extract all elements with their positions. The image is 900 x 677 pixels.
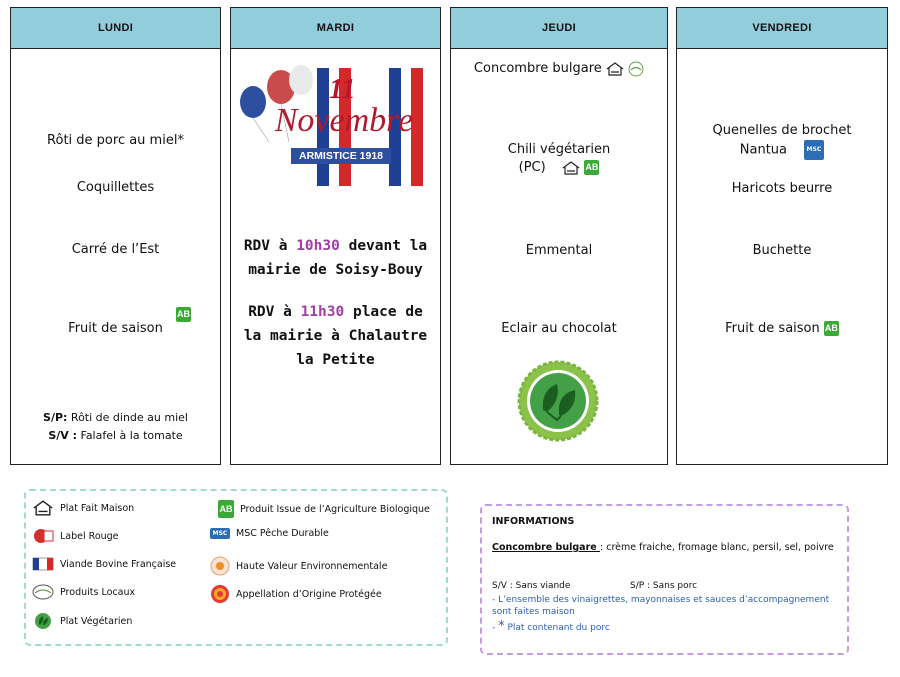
msc-icon: MSC xyxy=(210,528,230,539)
menu-plat-line2: (PC) xyxy=(518,160,546,175)
rdv-2-place: place de la mairie à Chalautre la Petite xyxy=(243,304,428,368)
rdv-1-prefix: RDV à xyxy=(243,238,297,254)
legend-item xyxy=(210,528,329,539)
menu-dessert: Eclair au chocolat xyxy=(501,321,617,336)
banner-month: Novembre xyxy=(274,102,414,139)
day-header: MARDI xyxy=(231,8,440,49)
info-concombre xyxy=(492,542,834,553)
info-sp: S/P : Sans porc xyxy=(630,581,698,591)
house-icon xyxy=(32,500,54,516)
legend-item xyxy=(210,556,387,576)
legend-label: Viande Bovine Française xyxy=(60,558,177,570)
column-lundi xyxy=(10,7,221,465)
menu-dessert xyxy=(677,320,887,338)
legend-item xyxy=(32,556,176,572)
info-note-text: Plat contenant du porc xyxy=(504,623,610,633)
info-concombre-text: : crème fraiche, fromage blanc, persil, sel, poivre xyxy=(600,542,834,553)
hve-icon xyxy=(210,556,230,576)
armistice-banner xyxy=(239,62,431,190)
column-mardi xyxy=(230,7,441,465)
ab-icon: AB xyxy=(218,500,234,518)
menu-plat-line2-row xyxy=(451,159,667,177)
menu-dessert: Fruit de saison xyxy=(68,321,163,336)
msc-icon: MSC xyxy=(804,140,825,160)
sp-value: Rôti de dinde au miel xyxy=(70,411,188,424)
sp-label: S/P: xyxy=(43,411,68,424)
info-title: INFORMATIONS xyxy=(492,516,575,527)
menu-plat-line2: Nantua xyxy=(739,142,787,158)
house-icon xyxy=(606,62,624,76)
menu-plat-line1: Chili végétarien xyxy=(507,142,611,157)
aop-icon xyxy=(210,584,230,604)
sv-label: S/V : xyxy=(48,429,77,442)
rdv-2-time: 11h30 xyxy=(300,304,345,320)
day-header: LUNDI xyxy=(11,8,220,49)
ab-icon: AB xyxy=(584,160,599,175)
vbf-icon xyxy=(32,556,54,572)
rdv-2 xyxy=(237,300,434,372)
local-products-icon xyxy=(628,61,644,77)
menu-plat-line1: Quenelles de brochet xyxy=(712,123,852,138)
menu-entree xyxy=(451,60,667,78)
rdv-1 xyxy=(237,234,434,282)
leaf-icon xyxy=(32,612,54,630)
legend-item xyxy=(32,584,135,600)
menu-plat: Coquillettes xyxy=(76,180,155,195)
informations-panel xyxy=(480,504,849,655)
substitution-sv xyxy=(11,427,220,444)
local-products-icon xyxy=(32,584,54,600)
rdv-1-time: 10h30 xyxy=(296,238,340,254)
legend-item xyxy=(32,612,132,630)
rdv-1-place: devant la mairie de Soisy-Bouy xyxy=(248,238,428,278)
legend-item xyxy=(32,500,134,516)
info-sv: S/V : Sans viande xyxy=(492,581,571,591)
column-vendredi xyxy=(676,7,888,465)
menu-fromage: Emmental xyxy=(525,243,593,258)
sv-value: Falafel à la tomate xyxy=(80,429,183,442)
legend-label: MSC Pêche Durable xyxy=(236,528,329,539)
rdv-2-prefix: RDV à xyxy=(248,304,301,320)
ab-icon: AB xyxy=(176,307,191,322)
legend-item xyxy=(210,584,382,604)
day-header: JEUDI xyxy=(451,8,667,49)
menu-plat-line2-row xyxy=(677,140,887,160)
day-header: VENDREDI xyxy=(677,8,887,49)
ab-icon: AB xyxy=(824,321,839,336)
menu-fromage: Carré de l’Est xyxy=(71,242,160,257)
legend-label: Appellation d’Origine Protégée xyxy=(236,588,382,600)
menu-entree-text: Concombre bulgare xyxy=(473,61,602,76)
info-concombre-label: Concombre bulgare xyxy=(492,542,601,553)
banner-subtitle: ARMISTICE 1918 xyxy=(291,148,391,164)
banner-number: 11 xyxy=(329,74,356,105)
legend-label: Produits Locaux xyxy=(60,586,136,598)
info-note-sauces: - L’ensemble des vinaigrettes, mayonnaises et sauces d’accompagnement sont faites maison xyxy=(492,595,830,617)
menu-accompagnement: Haricots beurre xyxy=(731,181,833,196)
legend-item xyxy=(32,528,119,544)
menu-fromage: Buchette xyxy=(752,243,812,258)
legend-item xyxy=(218,500,430,518)
legend-label: Produit Issue de l’Agriculture Biologique xyxy=(240,503,430,515)
substitution-sp xyxy=(11,409,220,426)
legend-label: Plat Fait Maison xyxy=(60,502,135,514)
legend-label: Label Rouge xyxy=(60,530,119,542)
menu-entree: Rôti de porc au miel* xyxy=(47,133,184,148)
menu-plat xyxy=(451,141,667,177)
legend-label: Plat Végétarien xyxy=(60,615,133,627)
info-note-porc xyxy=(492,619,610,634)
info-note-prefix: - xyxy=(492,623,499,633)
label-rouge-icon xyxy=(32,528,54,544)
house-icon xyxy=(562,161,580,175)
legend-panel xyxy=(24,489,448,646)
menu-dessert-text: Fruit de saison xyxy=(725,321,820,336)
info-star: * xyxy=(498,619,505,634)
vegetarian-leaf-icon xyxy=(517,360,599,442)
legend-label: Haute Valeur Environnementale xyxy=(236,560,388,572)
menu-plat xyxy=(677,122,887,160)
column-jeudi xyxy=(450,7,668,465)
